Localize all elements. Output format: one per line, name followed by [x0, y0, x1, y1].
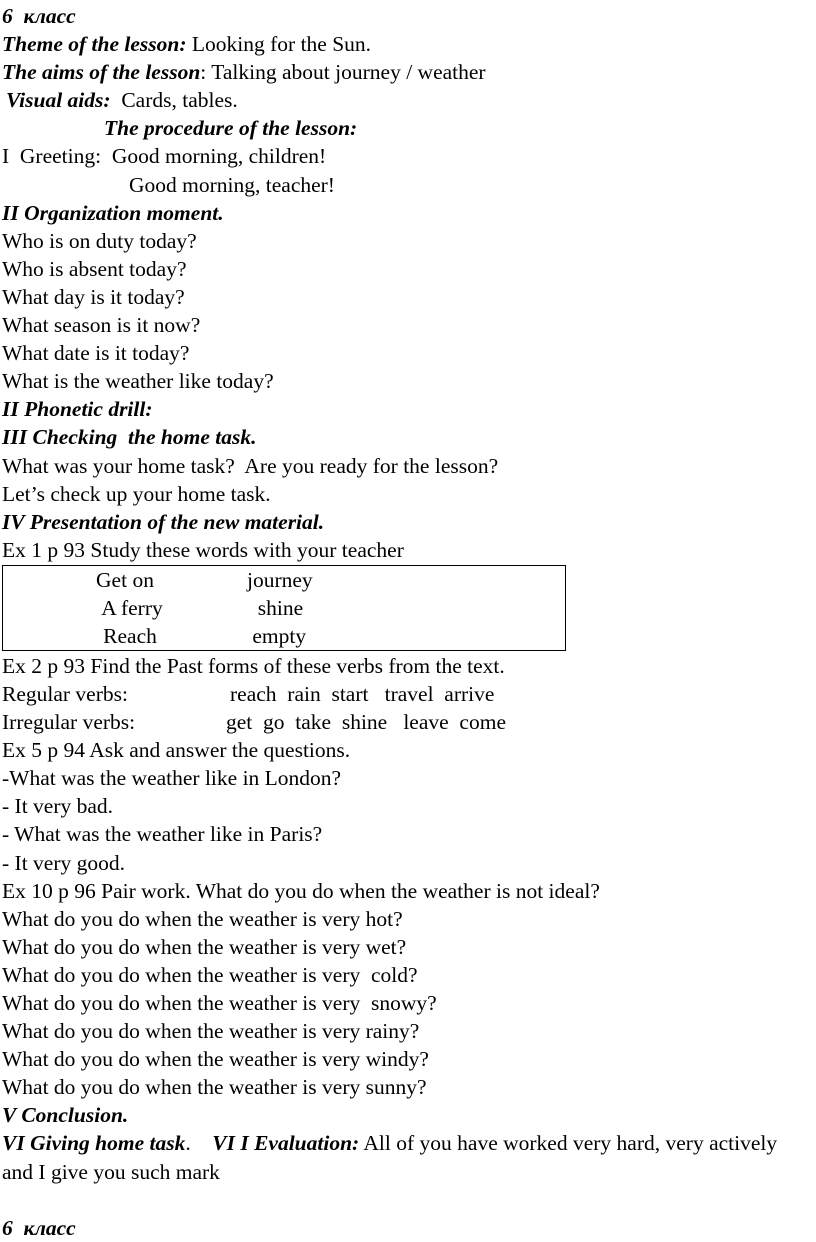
- table-cell: Get on: [96, 567, 154, 592]
- aims-value: : Talking about journey / weather: [200, 60, 486, 85]
- question-line: What date is it today?: [2, 341, 190, 366]
- home-task-line: Let’s check up your home task.: [2, 481, 271, 506]
- exercise-1-line: Ex 1 p 93 Study these words with your teacher: [2, 537, 404, 562]
- irregular-verbs-line: [2, 708, 812, 736]
- pair-question-line: What do you do when the weather is very snowy?: [2, 991, 437, 1015]
- table-row: [3, 565, 566, 594]
- table-cell-text: Reach: [103, 623, 157, 648]
- organization-title: II Organization moment.: [2, 200, 224, 225]
- dialogue-line: - What was the weather like in Paris?: [2, 822, 323, 847]
- table-cell: [3, 594, 248, 622]
- irregular-verbs-label: Irregular verbs:: [2, 710, 136, 735]
- word-table: [2, 565, 566, 651]
- pair-question-line: What do you do when the weather is very hot?: [2, 906, 403, 931]
- table-cell-text: empty: [247, 623, 307, 648]
- regular-verbs-label: Regular verbs:: [2, 681, 128, 706]
- pair-question-line: What do you do when the weather is very rainy?: [2, 1019, 420, 1044]
- phonetic-title: II Phonetic drill:: [2, 397, 153, 422]
- question-line: What day is it today?: [2, 284, 185, 309]
- table-cell-text: A ferry: [101, 595, 163, 620]
- theme-line: [2, 30, 812, 58]
- conclusion-title: V Conclusion.: [2, 1103, 129, 1128]
- question-line: Who is on duty today?: [2, 228, 197, 253]
- evaluation-label: VI I Evaluation:: [212, 1131, 360, 1156]
- exercise-10-line: Ex 10 p 96 Pair work. What do you do when the weather is not ideal?: [2, 878, 600, 903]
- regular-verbs-list: reach rain start travel arrive: [230, 681, 495, 706]
- grade-heading: 6 класс: [2, 4, 76, 28]
- greeting-line-2: Good morning, teacher!: [129, 172, 335, 197]
- dialogue-line: - It very good.: [2, 850, 125, 875]
- procedure-title: The procedure of the lesson:: [104, 116, 358, 141]
- home-task-line: What was your home task? Are you ready for the lesson?: [2, 453, 499, 478]
- dialogue-line: -What was the weather like in London?: [2, 766, 342, 791]
- blank-line: [2, 1186, 812, 1214]
- question-line: Who is absent today?: [2, 256, 187, 281]
- visual-aids-value: Cards, tables.: [110, 88, 238, 113]
- home-task-title: III Checking the home task.: [2, 425, 257, 450]
- table-cell: [247, 622, 566, 651]
- visual-aids-line: [2, 86, 812, 114]
- home-task-dot: .: [185, 1131, 213, 1156]
- pair-question-line: What do you do when the weather is very windy?: [2, 1047, 429, 1072]
- dialogue-line: - It very bad.: [2, 794, 114, 819]
- aims-line: [2, 58, 812, 86]
- pair-question-line: What do you do when the weather is very wet?: [2, 934, 407, 959]
- table-cell: journey: [247, 567, 313, 592]
- exercise-2-line: Ex 2 p 93 Find the Past forms of these verbs from the text.: [2, 653, 505, 678]
- evaluation-text: All of you have worked very hard, very actively and I give you such mark: [2, 1131, 778, 1184]
- pair-question-line: What do you do when the weather is very cold?: [2, 962, 418, 987]
- exercise-5-line: Ex 5 p 94 Ask and answer the questions.: [2, 738, 351, 763]
- theme-label: Theme of the lesson:: [2, 32, 187, 57]
- grade-footer: 6 класс: [2, 1215, 76, 1240]
- presentation-title: IV Presentation of the new material.: [2, 509, 325, 534]
- greeting-line-1: I Greeting: Good morning, children!: [2, 144, 327, 169]
- theme-value: Looking for the Sun.: [186, 32, 372, 57]
- pair-question-line: What do you do when the weather is very sunny?: [2, 1075, 427, 1100]
- aims-label: The aims of the lesson: [2, 60, 201, 85]
- question-line: What is the weather like today?: [2, 369, 274, 394]
- home-task-label: VI Giving home task: [2, 1131, 186, 1156]
- lesson-plan-page: [2, 2, 812, 1242]
- table-cell-text: shine: [247, 595, 304, 620]
- irregular-verbs-list: get go take shine leave come: [226, 710, 506, 735]
- table-row: [3, 594, 566, 622]
- visual-aids-label: Visual aids:: [6, 88, 111, 113]
- regular-verbs-line: [2, 680, 812, 708]
- question-line: What season is it now?: [2, 313, 201, 338]
- table-cell: [3, 622, 248, 651]
- final-paragraph: [2, 1129, 812, 1185]
- table-row: [3, 622, 566, 651]
- table-cell: [247, 594, 566, 622]
